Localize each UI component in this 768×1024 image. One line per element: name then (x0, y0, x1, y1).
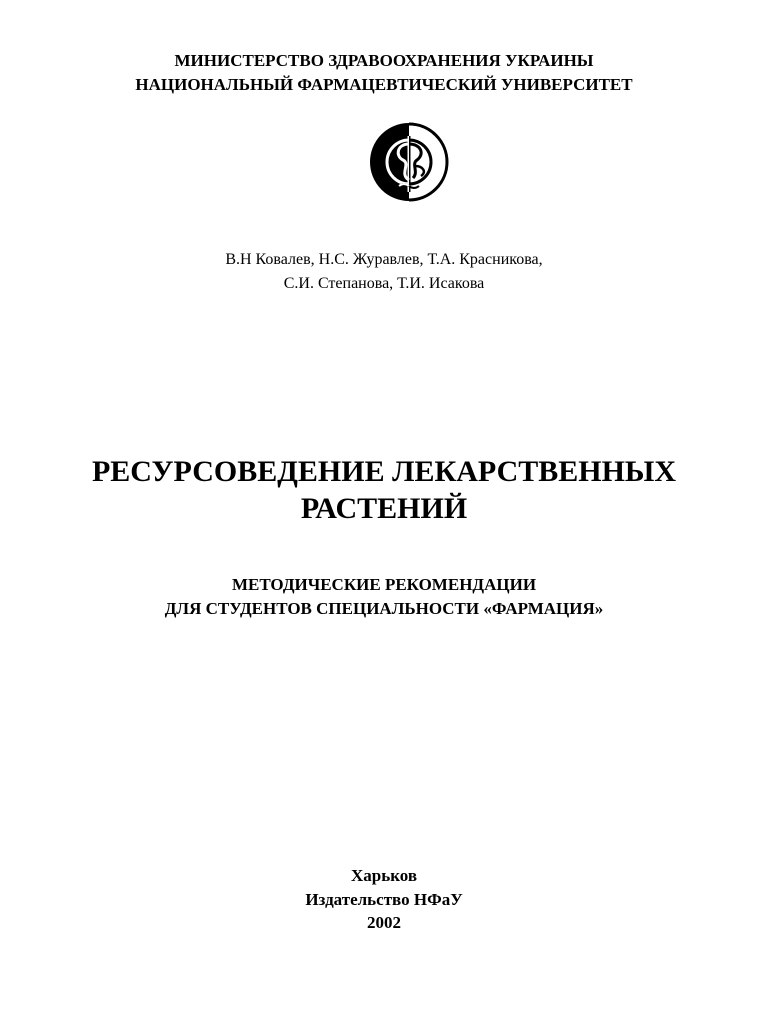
authors-line-1: В.Н Ковалев, Н.С. Журавлев, Т.А. Красникова, (225, 251, 543, 268)
subtitle-line-1: МЕТОДИЧЕСКИЕ РЕКОМЕНДАЦИИ (231, 575, 537, 594)
university-emblem-icon (369, 122, 449, 202)
book-title-line-2: РАСТЕНИЙ (300, 492, 468, 525)
book-title-line-1: РЕСУРСОВЕДЕНИЕ ЛЕКАРСТВЕННЫХ (91, 455, 677, 488)
university-name: НАЦИОНАЛЬНЫЙ ФАРМАЦЕВТИЧЕСКИЙ УНИВЕРСИТЕТ (135, 75, 633, 94)
publisher-name: Издательство НФаУ (305, 890, 463, 909)
publication-year: 2002 (367, 913, 401, 932)
publication-city: Харьков (350, 866, 418, 885)
subtitle-line-2: ДЛЯ СТУДЕНТОВ СПЕЦИАЛЬНОСТИ «ФАРМАЦИЯ» (164, 599, 604, 618)
ministry-name: МИНИСТЕРСТВО ЗДРАВООХРАНЕНИЯ УКРАИНЫ (174, 51, 594, 70)
authors-line-2: С.И. Степанова, Т.И. Исакова (283, 275, 485, 292)
